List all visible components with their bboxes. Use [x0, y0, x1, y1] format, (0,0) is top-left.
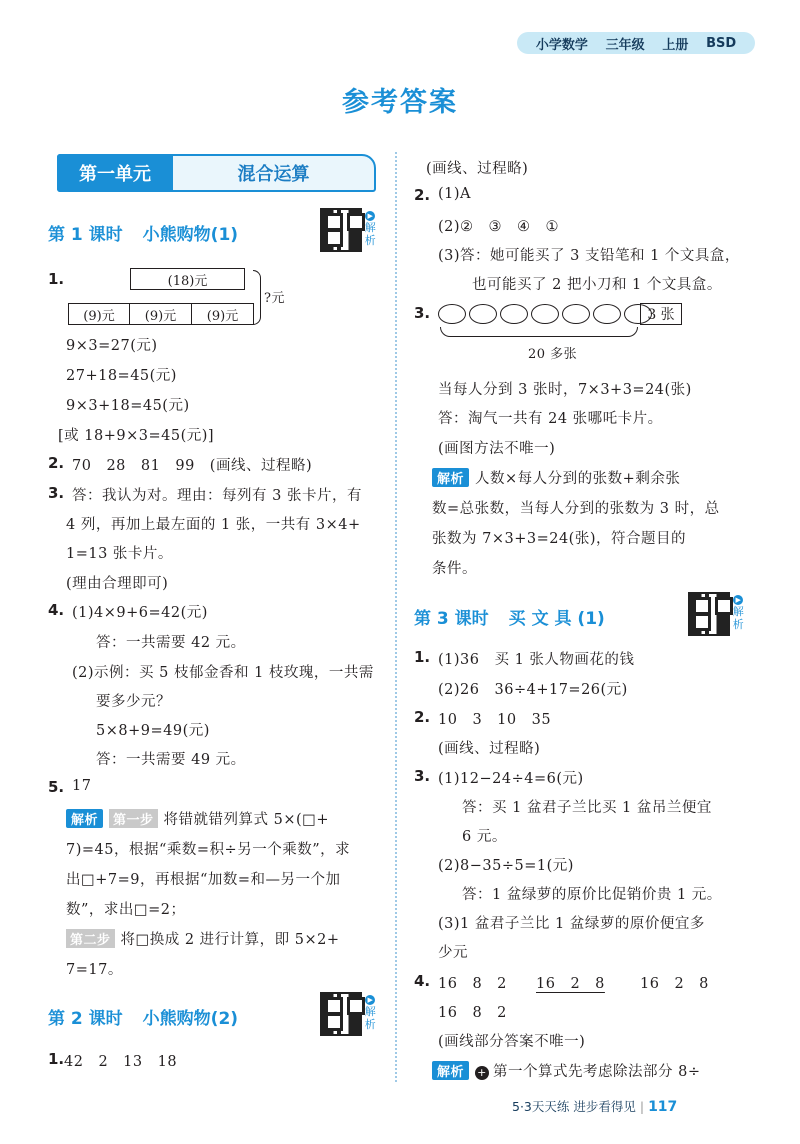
analysis-line: 人数×每人分到的张数+剩余张	[475, 471, 681, 487]
remainder-box: 3 张	[640, 303, 682, 325]
answer-line: (2)8−35÷5=1(元)	[438, 858, 574, 874]
qr-code-icon	[320, 208, 362, 252]
analysis-line: 条件。	[432, 561, 477, 577]
unit-banner	[57, 154, 376, 192]
analysis-line: 张数为 7×3+3=24(张)，符合题目的	[432, 531, 686, 547]
answer-line: 也可能买了 2 把小刀和 1 个文具盒。	[472, 277, 722, 293]
answer-line: 当每人分到 3 张时，7×3+3=24(张)	[438, 382, 692, 398]
step-tag: 第二步	[66, 929, 115, 948]
term-label: 上册	[662, 37, 689, 53]
underlined-answer: 16 2 8	[536, 976, 605, 992]
question-number: 1.	[414, 648, 431, 666]
answer-line: 答：一共需要 42 元。	[96, 635, 246, 651]
circle-shape	[500, 304, 528, 324]
diagram-question-label: ?元	[264, 291, 285, 306]
page-title: 参考答案	[342, 87, 458, 118]
answer-line: [或 18+9×3=45(元)]	[58, 428, 215, 444]
qr-code-lesson-3[interactable]	[688, 592, 744, 648]
lesson-1-heading	[48, 220, 258, 245]
answer-line: 答：买 1 盆君子兰比买 1 盆吊兰便宜	[462, 800, 712, 816]
edition-label: BSD	[706, 35, 737, 51]
question-number: 2.	[414, 186, 431, 204]
footer-slogan: 进步看得见	[573, 1099, 636, 1114]
segment-diagram-cell: (9)元	[192, 303, 254, 325]
question-number: 2.	[414, 708, 431, 726]
answer-line: 42 2 13 18	[64, 1054, 178, 1070]
circle-shape	[469, 304, 497, 324]
book-header-badge	[517, 32, 755, 54]
play-icon: ▶	[365, 211, 375, 221]
question-number: 3.	[414, 767, 431, 785]
analysis-line: 数”，求出□=2；	[66, 902, 186, 918]
lesson-2-number: 第 2 课时	[48, 1009, 123, 1029]
play-icon: ▶	[733, 595, 743, 605]
brace-label: 20 多张	[528, 347, 578, 362]
analysis-line: 7)=45，根据“乘数=积÷另一个乘数”，求	[66, 842, 351, 858]
answer-line: 答：我认为对。理由：每列有 3 张卡片，有	[72, 488, 362, 504]
answer-line: 6 元。	[462, 829, 507, 845]
analysis-tag: 解析	[432, 1061, 469, 1080]
answer-line: (3)答：她可能买了 3 支铅笔和 1 个文具盒，	[438, 248, 740, 264]
segment-diagram-top: (18)元	[130, 268, 245, 290]
analysis-line: 数=总张数，当每人分到的张数为 3 时，总	[432, 501, 720, 517]
answer-line: 答：1 盆绿萝的原价比促销价贵 1 元。	[462, 887, 722, 903]
play-icon: ▶	[365, 995, 375, 1005]
answer-line: 4 列，再加上最左面的 1 张，一共有 3×4+	[66, 517, 361, 533]
answer-line: (画图方法不唯一)	[438, 441, 556, 457]
lesson-3-heading	[414, 604, 625, 629]
answer-line: 答：淘气一共有 24 张哪吒卡片。	[438, 411, 663, 427]
answer-line: (1)4×9+6=42(元)	[72, 605, 208, 621]
analysis-tag: 解析	[66, 809, 103, 828]
unit-tag: 第一单元	[57, 154, 173, 192]
answer-line: (画线部分答案不唯一)	[438, 1034, 586, 1050]
circle-shape	[593, 304, 621, 324]
answer-line: 9×3+18=45(元)	[66, 398, 190, 414]
circle-diagram	[438, 303, 655, 324]
answer-line: 70 28 81 99 (画线、过程略)	[72, 458, 313, 474]
answer-line: (2)② ③ ④ ①	[438, 219, 560, 235]
lesson-3-number: 第 3 课时	[414, 609, 489, 629]
step-tag: 第一步	[109, 809, 158, 828]
answer-line: 16 8 2	[438, 976, 507, 992]
analysis-line: 出□+7=9，再根据“加数=和—另一个加	[66, 872, 341, 888]
lesson-1-number: 第 1 课时	[48, 225, 123, 245]
segment-diagram-cell: (9)元	[68, 303, 130, 325]
question-number: 4.	[48, 601, 65, 619]
diagram-brace	[253, 270, 261, 325]
qr-code-lesson-2[interactable]	[320, 992, 376, 1048]
answer-line: (理由合理即可)	[66, 576, 169, 592]
question-number: 3.	[48, 484, 65, 502]
analysis-line: 7=17。	[66, 962, 123, 978]
qr-label: 解析	[364, 1005, 376, 1031]
question-number: 4.	[414, 972, 431, 990]
question-number: 1.	[48, 270, 65, 288]
circle-shape	[562, 304, 590, 324]
circle-shape	[438, 304, 466, 324]
answer-line: 27+18=45(元)	[66, 368, 177, 384]
answer-line: 少元	[438, 945, 468, 961]
footer-brand: 5·3天天练	[512, 1099, 570, 1114]
answer-line: (3)1 盆君子兰比 1 盆绿萝的原价便宜多	[438, 916, 705, 932]
lesson-2-name: 小熊购物(2)	[142, 1009, 239, 1029]
unit-name: 混合运算	[237, 164, 310, 185]
answer-line: 答：一共需要 49 元。	[96, 752, 246, 768]
grade-label: 三年级	[605, 37, 645, 53]
lesson-3-name: 买 文 具 (1)	[508, 609, 605, 629]
subject-label: 小学数学	[535, 37, 588, 53]
analysis-line: 将错就错列算式 5×(□+	[163, 812, 330, 828]
qr-code-lesson-1[interactable]	[320, 208, 376, 264]
qr-label: 解析	[732, 605, 744, 631]
answer-line: (2)26 36÷4+17=26(元)	[438, 682, 628, 698]
circle-shape	[531, 304, 559, 324]
answer-line: 5×8+9=49(元)	[96, 723, 210, 739]
qr-code-icon	[320, 992, 362, 1036]
question-number: 5.	[48, 778, 65, 796]
diagram-brace	[440, 327, 638, 337]
qr-code-icon	[688, 592, 730, 636]
answer-line: 17	[72, 778, 92, 794]
page-number: 117	[648, 1099, 678, 1115]
lesson-1-name: 小熊购物(1)	[142, 225, 239, 245]
answer-line: (画线、过程略)	[438, 741, 541, 757]
answer-line: 9×3=27(元)	[66, 338, 158, 354]
answer-line: (1)A	[438, 186, 472, 202]
segment-diagram-cell: (9)元	[130, 303, 192, 325]
answer-line: 要多少元？	[96, 694, 171, 710]
analysis-line: 将□换成 2 进行计算，即 5×2+	[120, 932, 340, 948]
answer-line: 16 8 2	[438, 1005, 507, 1021]
question-number: 1.	[48, 1050, 65, 1068]
answer-line: (画线、过程略)	[426, 161, 529, 177]
analysis-tag: 解析	[432, 468, 469, 487]
column-divider	[395, 152, 397, 1082]
answer-line: 16 2 8	[640, 976, 709, 992]
qr-label: 解析	[364, 221, 376, 247]
answer-line: (1)12−24÷4=6(元)	[438, 771, 584, 787]
question-number: 2.	[48, 454, 65, 472]
answer-line: (2)示例：买 5 枝郁金香和 1 枝玫瑰，一共需	[72, 665, 374, 681]
plus-circle-icon: +	[475, 1066, 489, 1080]
answer-line: 1=13 张卡片。	[66, 546, 173, 562]
answer-line: 10 3 10 35	[438, 712, 552, 728]
answer-line: (1)36 买 1 张人物画花的钱	[438, 652, 635, 668]
lesson-2-heading	[48, 1004, 258, 1029]
question-number: 3.	[414, 304, 431, 322]
analysis-line: 第一个算式先考虑除法部分 8÷	[493, 1064, 701, 1080]
page-footer: 5·3天天练 进步看得见 | 117	[512, 1099, 678, 1115]
